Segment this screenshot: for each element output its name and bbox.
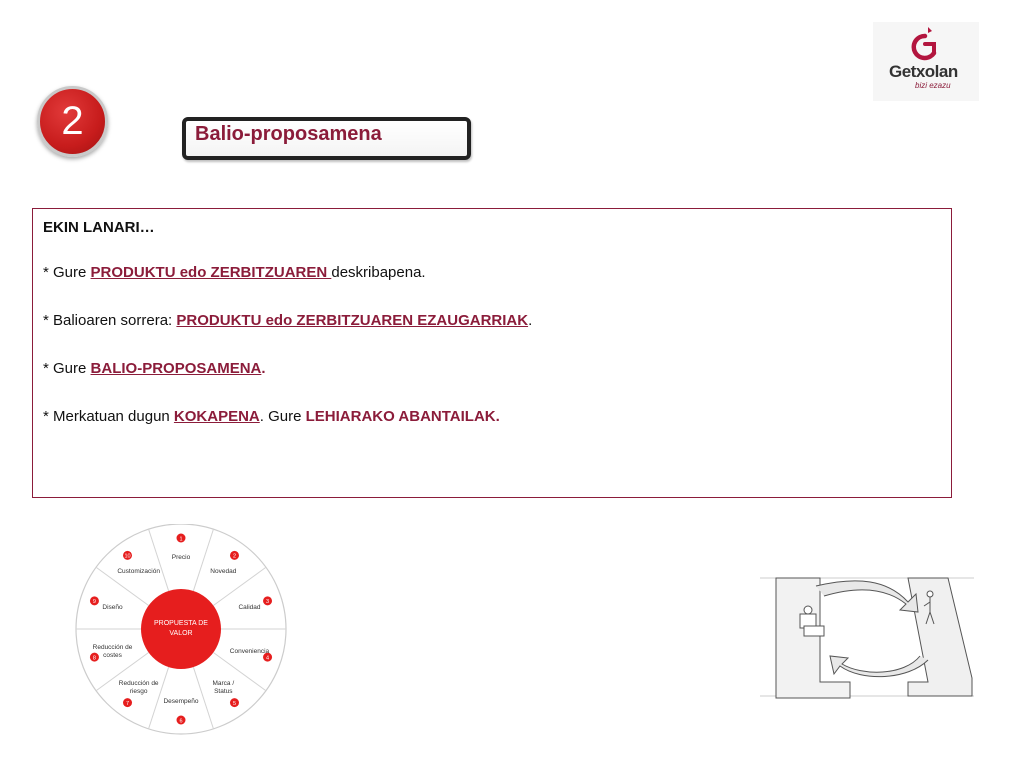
logo-tagline: bizi ezazu bbox=[915, 81, 951, 90]
logo-name: Getxolan bbox=[889, 62, 958, 81]
wheel-segment-label: Precio bbox=[171, 554, 191, 561]
line-4-middle: . Gure bbox=[259, 408, 306, 425]
wheel-center bbox=[141, 589, 221, 669]
step-number: 2 bbox=[61, 98, 84, 143]
wheel-center-line-2: VALOR bbox=[169, 630, 193, 637]
wheel-segment-number: 10 bbox=[124, 553, 131, 560]
wheel-segment-number: 1 bbox=[179, 536, 183, 543]
content-line-2 bbox=[43, 310, 941, 331]
value-exchange-sketch bbox=[758, 572, 976, 708]
step-number-badge bbox=[37, 86, 108, 157]
wheel-segment-number: 9 bbox=[92, 599, 96, 606]
line-1-suffix: deskribapena. bbox=[331, 264, 426, 281]
wheel-segment-label: Desempeño bbox=[163, 698, 199, 705]
wheel-segment-number: 7 bbox=[125, 700, 130, 707]
line-2-highlight: PRODUKTU edo ZERBITZUAREN EZAUGARRIAK bbox=[176, 312, 529, 329]
line-3-suffix: . bbox=[261, 360, 266, 377]
wheel-center-line-1: PROPUESTA DE bbox=[154, 620, 208, 627]
wheel-segment-label: Conveniencia bbox=[229, 648, 270, 656]
wheel-segment-label: costes bbox=[103, 652, 122, 660]
content-line-1 bbox=[43, 262, 941, 283]
wheel-segment-number: 8 bbox=[92, 655, 96, 662]
wheel-segment-label: Diseño bbox=[102, 603, 123, 611]
wheel-segment-label: Status bbox=[214, 688, 233, 696]
wheel-segment-label: Calidad bbox=[238, 603, 261, 611]
content-line-3 bbox=[43, 358, 941, 379]
line-4-highlight-2: LEHIARAKO ABANTAILAK. bbox=[305, 408, 500, 425]
slide-title: Balio-proposamena bbox=[195, 123, 382, 145]
content-line-4 bbox=[43, 406, 941, 427]
wheel-segment-number: 5 bbox=[232, 700, 237, 707]
wheel-segment-number: 2 bbox=[232, 553, 237, 560]
content-box bbox=[32, 208, 952, 498]
line-3-prefix: * Gure bbox=[43, 360, 91, 377]
wheel-segment-label: Marca / bbox=[212, 680, 235, 688]
content-heading: EKIN LANARI… bbox=[43, 219, 155, 236]
value-proposition-wheel bbox=[70, 524, 295, 736]
wheel-segment-number: 4 bbox=[266, 655, 270, 662]
wheel-segment-label: riesgo bbox=[129, 688, 148, 696]
getxolan-logo bbox=[873, 22, 979, 101]
wheel-segment-label: Novedad bbox=[210, 567, 237, 575]
wheel-segment-number: 3 bbox=[266, 599, 270, 606]
line-2-prefix: * Balioaren sorrera: bbox=[43, 312, 177, 329]
line-1-highlight: PRODUKTU edo ZERBITZUAREN bbox=[90, 264, 332, 281]
wheel-segment-number: 6 bbox=[179, 718, 183, 725]
wheel-segment-label: Reducción de bbox=[92, 644, 133, 652]
wheel-segment-label: Reducción de bbox=[118, 680, 159, 688]
line-3-highlight: BALIO-PROPOSAMENA bbox=[90, 360, 262, 377]
line-4-highlight: KOKAPENA bbox=[173, 408, 260, 425]
line-4-prefix: * Merkatuan dugun bbox=[43, 408, 174, 425]
line-2-suffix: . bbox=[528, 312, 533, 329]
line-1-prefix: * Gure bbox=[43, 264, 91, 281]
wheel-segment-label: Customización bbox=[117, 567, 160, 575]
slide-title-box bbox=[182, 117, 471, 160]
